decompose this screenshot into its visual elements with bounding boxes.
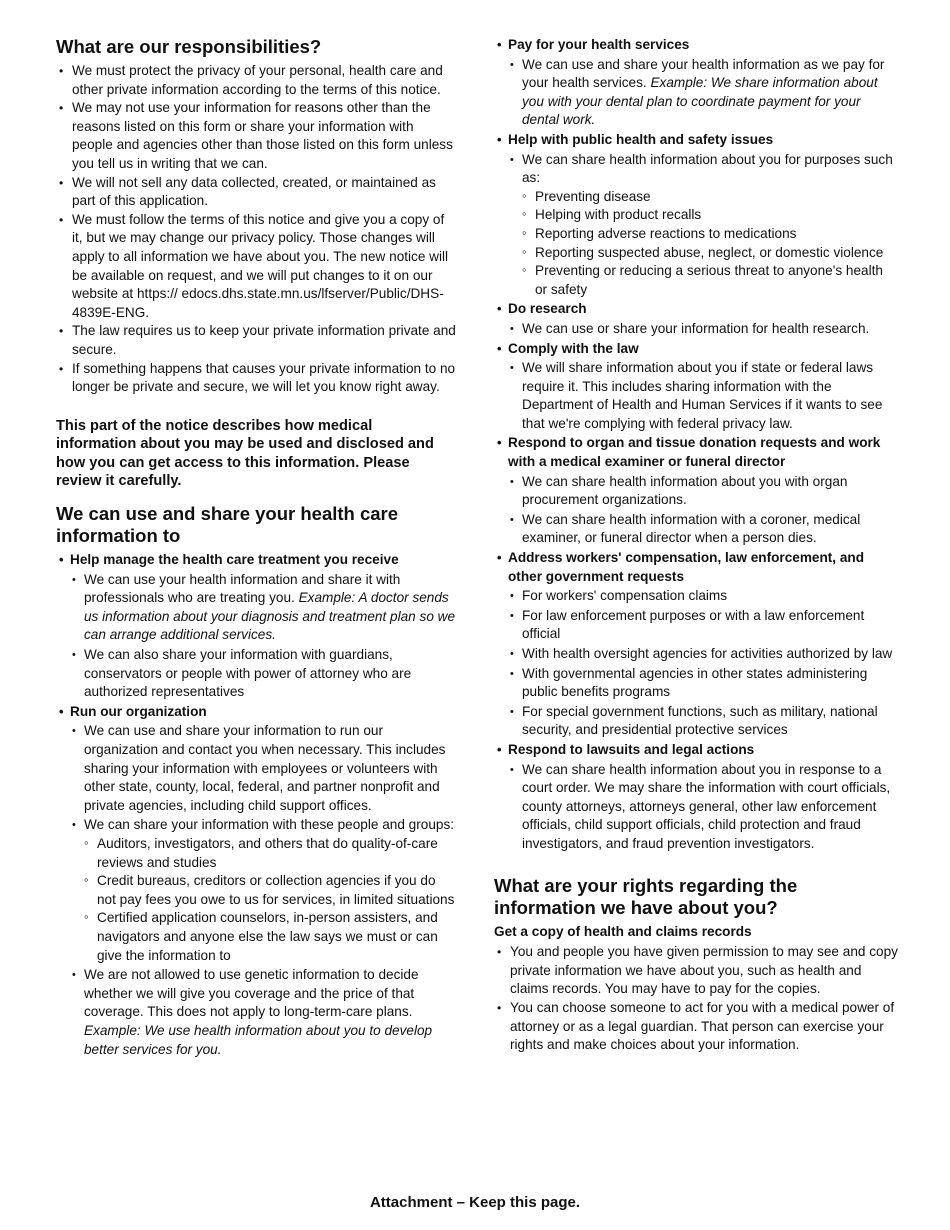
list-item: • We can use or share your information for health research. — [508, 320, 898, 339]
category-title: • Respond to lawsuits and legal actions — [508, 741, 755, 757]
list-item: • If something happens that causes your private information to no longer be private and secure, we will let you know right away. — [56, 360, 456, 397]
category-title: • Comply with the law — [508, 340, 639, 356]
rights-heading: What are your rights regarding the information we have about you? — [494, 874, 798, 918]
category-research — [494, 300, 898, 338]
list-item: • For law enforcement purposes or with a law enforcement official — [508, 607, 898, 644]
category-title: • Help manage the health care treatment you receive — [70, 552, 399, 568]
use-share-heading: We can use and share your health care information to — [56, 503, 399, 547]
category-title: • Respond to organ and tissue donation requests and work with a medical examiner or funeral director — [508, 435, 881, 470]
use-share-categories — [56, 551, 456, 1059]
category-run-organization — [56, 703, 456, 1059]
responsibilities-heading: What are our responsibilities? — [56, 36, 322, 57]
category-title: • Run our organization — [70, 703, 207, 719]
list-item: • We can also share your information with guardians, conservators or people with power of attorney who are authorized representatives — [70, 646, 456, 702]
category-government-requests — [494, 549, 898, 740]
example-text: Example: We use health information about you to develop better services for you. — [84, 1022, 433, 1057]
right-column — [494, 36, 898, 1055]
list-item: • We must follow the terms of this notice and give you a copy of it, but we may change our privacy policy. Those changes will apply to all information we have about you. The new notice will be available on request, and we will put changes to it on our website at https:// edocs.dhs.state.mn.us/lfserver/Public/DHS-4839E-ENG. — [56, 211, 456, 323]
list-item: • We can share health information about you in response to a court order. We may share the information with court officials, county attorneys, attorneys general, other law enforcement officials, child support officials, child protection and fraud investigators, and fraud prevention investigators. — [508, 761, 898, 854]
category-comply-law — [494, 340, 898, 434]
category-title: • Help with public health and safety issues — [508, 131, 774, 147]
list-item: • For workers' compensation claims — [508, 587, 898, 606]
category-title: • Pay for your health services — [508, 37, 690, 52]
list-item: • We can use and share your information to run our organization and contact you when necessary. This includes sharing your information with employees or volunteers with other state, county, local, federal, and partner nonprofit and private agencies, including child support offices. — [70, 722, 456, 815]
sub-list-item: ◦ Credit bureaus, creditors or collection agencies if you do not pay fees you owe to us for services, in limited situations — [84, 872, 456, 909]
rights-subheading: Get a copy of health and claims records — [494, 923, 752, 939]
example-text: Example: A doctor sends us information about your diagnosis and treatment plan so we can arrange additional services. — [84, 590, 456, 643]
list-item: • We will share information about you if state or federal laws require it. This includes sharing information with the Department of Health and Human Services if it wants to see that we're complying with federal privacy law. — [508, 359, 898, 433]
list-item: • The law requires us to keep your private information private and secure. — [56, 322, 456, 359]
sub-list-item: ◦ Reporting suspected abuse, neglect, or domestic violence — [522, 244, 898, 263]
sub-list-item: ◦ Reporting adverse reactions to medications — [522, 225, 898, 244]
use-share-categories-continued — [494, 36, 898, 854]
list-item: • You can choose someone to act for you with a medical power of attorney or as a legal guardian. That person can exercise your rights and make choices about your information. — [494, 999, 898, 1055]
sub-list-item: ◦ Certified application counselors, in-person assisters, and navigators and anyone else the law says we must or can give the information to — [84, 909, 456, 965]
list-item: • We can share health information with a coroner, medical examiner, or funeral director when a person dies. — [508, 511, 898, 548]
category-pay — [494, 36, 898, 130]
list-item: • We must protect the privacy of your personal, health care and other private information according to the terms of this notice. — [56, 62, 456, 99]
list-item: • With health oversight agencies for activities authorized by law — [508, 645, 898, 664]
sub-list-item: ◦ Preventing disease — [522, 188, 898, 207]
list-item: • We will not sell any data collected, created, or maintained as part of this application. — [56, 174, 456, 211]
list-item: • We can share health information about you with organ procurement organizations. — [508, 473, 898, 510]
list-item: • For special government functions, such as military, national security, and presidential protective services — [508, 703, 898, 740]
category-title: • Address workers' compensation, law enforcement, and other government requests — [508, 550, 865, 584]
category-public-health — [494, 131, 898, 299]
notice-intro: This part of the notice describes how medical information about you may be used and disclosed and how you can get access to this information. Please review it carefully. — [56, 417, 434, 490]
sub-list-item: ◦ Preventing or reducing a serious threat to anyone's health or safety — [522, 262, 898, 299]
rights-list — [494, 943, 898, 1055]
category-title: • Do research — [508, 301, 587, 317]
category-organ-donation — [494, 434, 898, 548]
sub-list-item: ◦ Auditors, investigators, and others that do quality-of-care reviews and studies — [84, 835, 456, 872]
list-item: • We can share health information about you for purposes such as: ◦ Preventing disease ◦ Helping with product recalls ◦ Reporting adverse reactions to medications ◦ Reporting suspected abuse, neglect, or domestic violence ◦ Preventing or reducing a serious threat to anyone's health or safety — [508, 151, 898, 300]
page-footer: Attachment – Keep this page. — [369, 1194, 581, 1211]
list-item: • With governmental agencies in other states administering public benefits programs — [508, 665, 898, 702]
responsibilities-list — [56, 62, 456, 397]
sub-list-item: ◦ Helping with product recalls — [522, 206, 898, 225]
left-column — [56, 36, 456, 1060]
category-treatment — [56, 551, 456, 702]
list-item: • We are not allowed to use genetic information to decide whether we will give you coverage and the price of that coverage. This does not apply to long-term-care plans. Example: We use health information about you to develop better services for you. — [70, 966, 456, 1059]
example-text: Example: We share information about you with your dental plan to coordinate payment for your dental work. — [522, 75, 878, 128]
list-item: • We may not use your information for reasons other than the reasons listed on this form or share your information with people and agencies other than those listed on this form unless you tell us in writing that we can. — [56, 99, 456, 173]
list-item: • You and people you have given permission to may see and copy private information we have about you, such as health and claims records. You may have to pay for the copies. — [494, 943, 898, 999]
category-lawsuits — [494, 741, 898, 854]
list-item: • We can share your information with these people and groups: ◦ Auditors, investigators, and others that do quality-of-care reviews and studies ◦ Credit bureaus, creditors or collection agencies if you do not pay fees you owe to us for services, in limited situations ◦ Certified application counselors, in-person assisters, and navigators and anyone else the law says we must or can give the information to — [70, 816, 456, 965]
list-item: • We can use your health information and share it with professionals who are treating you. Example: A doctor sends us information about your diagnosis and treatment plan so we can arrange additional services. — [70, 571, 456, 645]
list-item: • We can use and share your health information as we pay for your health services. Example: We share information about you with your dental plan to coordinate payment for your dental work. — [508, 56, 898, 130]
